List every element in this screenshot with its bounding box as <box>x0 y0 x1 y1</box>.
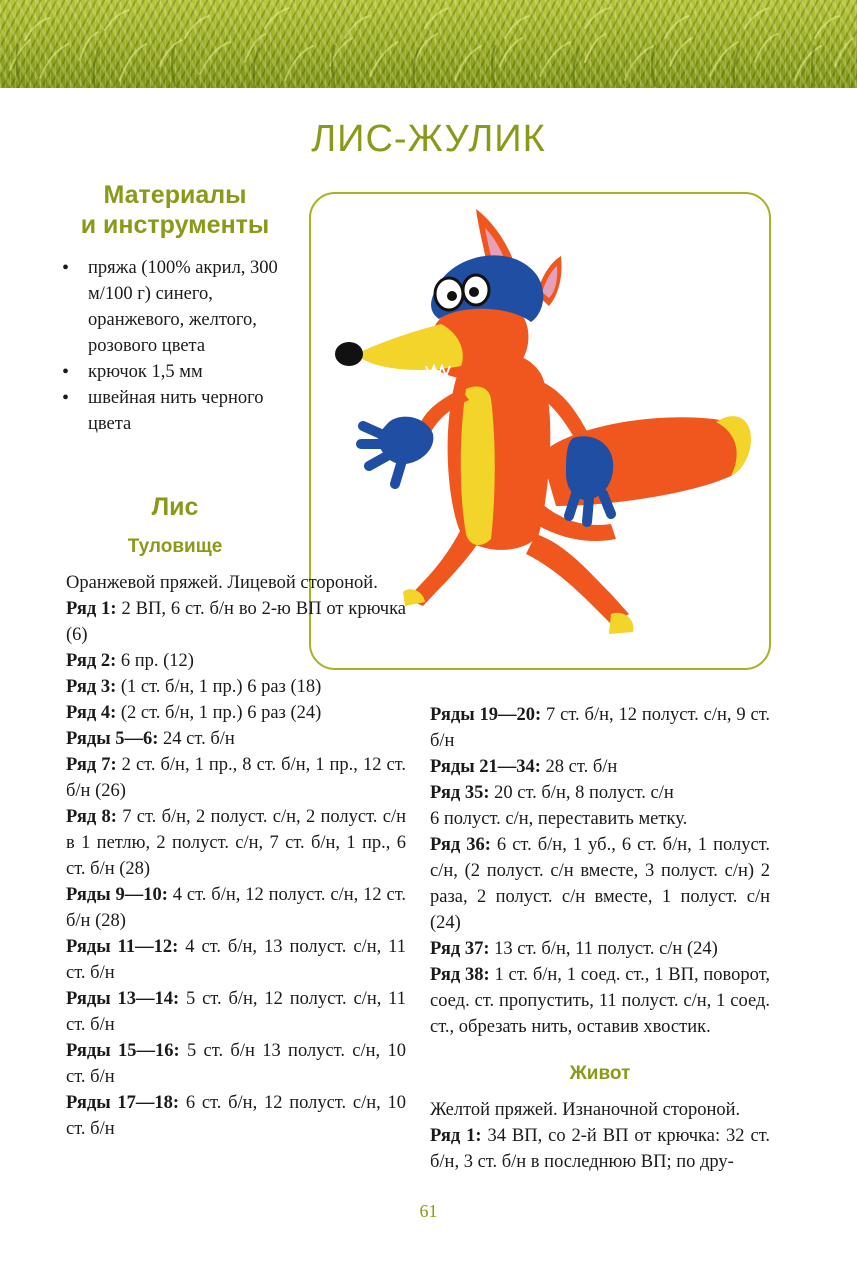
materials-item: • швейная нить черного цвета <box>62 385 294 437</box>
instruction-row: Ряды 17—18: 6 ст. б/н, 12 полуст. с/н, 10 ст. б/н <box>66 1093 407 1139</box>
belly-instructions <box>430 1097 770 1175</box>
materials-heading-line1: Материалы <box>103 181 247 209</box>
subheading-torso: Туловище <box>127 536 223 557</box>
instruction-row: Желтой пряжей. Изнаночной стороной. <box>430 1100 741 1120</box>
instruction-row: Ряд 35: 20 ст. б/н, 8 полуст. с/н <box>430 783 674 803</box>
instruction-row: Ряд 1: 2 ВП, 6 ст. б/н во 2-ю ВП от крючка (6) <box>66 599 407 645</box>
instruction-row: Ряд 2: 6 пр. (12) <box>66 651 194 671</box>
instruction-row: Ряды 13—14: 5 ст. б/н, 12 полуст. с/н, 11 ст. б/н <box>66 989 406 1035</box>
materials-item: • пряжа (100% акрил, 300 м/100 г) синего, оранжевого, желтого, розового цвета <box>62 255 294 359</box>
instruction-row: Ряды 5—6: 24 ст. б/н <box>66 729 235 749</box>
materials-item: • крючок 1,5 мм <box>62 359 294 385</box>
instruction-row: Ряды 21—34: 28 ст. б/н <box>430 757 618 777</box>
instruction-row: Ряд 7: 2 ст. б/н, 1 пр., 8 ст. б/н, 1 пр., 12 ст. б/н (26) <box>66 755 407 801</box>
instructions-left-column <box>66 570 406 1142</box>
grass-banner <box>0 0 857 88</box>
instruction-row: Ряд 4: (2 ст. б/н, 1 пр.) 6 раз (24) <box>66 703 322 723</box>
materials-list <box>62 255 294 437</box>
instruction-row: Оранжевой пряжей. Лицевой стороной. <box>66 573 378 593</box>
page-number: 61 <box>419 1201 438 1221</box>
section-heading-fox: Лис <box>151 493 199 521</box>
page-title: ЛИС-ЖУЛИК <box>311 118 546 160</box>
instruction-row: Ряды 9—10: 4 ст. б/н, 12 полуст. с/н, 12 ст. б/н (28) <box>66 885 407 931</box>
instruction-row: Ряд 36: 6 ст. б/н, 1 уб., 6 ст. б/н, 1 полуст. с/н, (2 полуст. с/н вместе, 3 полуст. с/н) 2 раза, 2 полуст. с/н вместе, 1 полуст. с/н (24) <box>430 835 770 933</box>
grass-texture <box>0 0 857 88</box>
materials-heading <box>50 180 300 240</box>
instruction-row: Ряд 37: 13 ст. б/н, 11 полуст. с/н (24) <box>430 939 718 959</box>
instructions-right-column <box>430 702 770 1040</box>
instruction-row: Ряды 11—12: 4 ст. б/н, 13 полуст. с/н, 11 ст. б/н <box>66 937 406 983</box>
materials-heading-line2: и инструменты <box>80 211 270 239</box>
instruction-row: Ряды 15—16: 5 ст. б/н 13 полуст. с/н, 10 ст. б/н <box>66 1041 407 1087</box>
instruction-row: Ряд 3: (1 ст. б/н, 1 пр.) 6 раз (18) <box>66 677 322 697</box>
instruction-row: Ряд 8: 7 ст. б/н, 2 полуст. с/н, 2 полуст. с/н в 1 петлю, 2 полуст. с/н, 7 ст. б/н, 1 пр., 6 ст. б/н (28) <box>66 807 406 879</box>
instruction-row: Ряд 38: 1 ст. б/н, 1 соед. ст., 1 ВП, поворот, соед. ст. пропустить, 11 полуст. с/н, 1 соед. ст., обрезать нить, оставив хвостик. <box>430 965 770 1037</box>
subheading-belly: Живот <box>569 1063 631 1084</box>
instruction-row: Ряд 1: 34 ВП, со 2-й ВП от крючка: 32 ст. б/н, 3 ст. б/н в последнюю ВП; по дру- <box>430 1126 770 1172</box>
instruction-row: Ряды 19—20: 7 ст. б/н, 12 полуст. с/н, 9 ст. б/н <box>430 705 771 751</box>
instruction-row: 6 полуст. с/н, переставить метку. <box>430 809 688 829</box>
